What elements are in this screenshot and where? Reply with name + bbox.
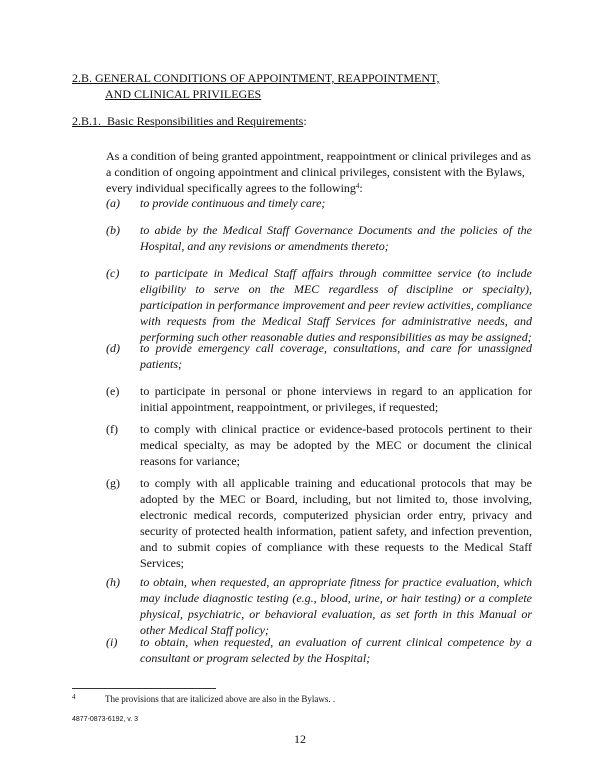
- intro-colon: :: [359, 181, 363, 195]
- list-item-i: [106, 634, 532, 666]
- list-item-text: to abide by the Medical Staff Governance Documents and the policies of the Hospital, and any revisions or amendments thereto;: [140, 223, 532, 253]
- list-item-text: to comply with all applicable training and educational protocols that may be adopted by the MEC or Board, including, but not limited to, those involving, electronic medical records, computerized physician order entry, privacy and security of protected health information, patient safety, and infection prevention, and to submit copies of compliance with these requests to the Medical Staff Services;: [140, 476, 532, 570]
- subsection-number: 2.B.1.: [72, 114, 102, 128]
- subsection-colon: :: [303, 114, 307, 128]
- subsection-heading: [72, 113, 307, 129]
- section-heading-line-2: AND CLINICAL PRIVILEGES: [105, 87, 262, 101]
- list-item-label: (b): [106, 223, 120, 237]
- section-heading-line-1: 2.B. GENERAL CONDITIONS OF APPOINTMENT, REAPPOINTMENT,: [72, 71, 440, 85]
- footnote-mark: 4: [72, 693, 76, 701]
- list-item-text: to provide continuous and timely care;: [140, 196, 326, 210]
- list-item-label: (f): [106, 422, 118, 436]
- list-item-text: to participate in Medical Staff affairs through committee service (to include eligibility to serve on the MEC regardless of discipline or specialty), participation in performance improvement and peer review activities, compliance with requests from the Medical Staff Services for administrative needs, and performing such other reasonable duties and responsibilities as may be assigned;: [140, 266, 533, 344]
- list-item-d: [106, 340, 532, 372]
- list-item-label: (g): [106, 476, 120, 490]
- list-item-label: (h): [106, 575, 120, 589]
- list-item-text: to obtain, when requested, an evaluation of current clinical competence by a consultant or program selected by the Hospital;: [140, 635, 532, 665]
- list-item-h: [106, 574, 532, 638]
- list-item-label: (i): [106, 635, 118, 649]
- list-item-text: to comply with clinical practice or evidence-based protocols pertinent to their medical specialty, as may be adopted by the MEC or document the clinical reasons for variance;: [140, 422, 532, 468]
- list-item-f: [106, 421, 532, 469]
- list-item-label: (e): [106, 384, 120, 398]
- list-item-e: [106, 383, 532, 415]
- footnote-text: The provisions that are italicized above are also in the Bylaws. .: [105, 694, 336, 704]
- list-item-label: (a): [106, 196, 120, 210]
- list-item-b: [106, 222, 532, 254]
- intro-paragraph: [106, 148, 532, 196]
- section-heading: [72, 70, 439, 102]
- intro-text: As a condition of being granted appointment, reappointment or clinical privileges and as a condition of ongoing appointment and clinical privileges, consistent with the Bylaws, every individual specifically agrees to the following: [106, 149, 531, 195]
- footnote: [72, 693, 532, 705]
- list-item-c: [106, 265, 532, 345]
- list-item-label: (d): [106, 341, 120, 355]
- list-item-label: (c): [106, 266, 120, 280]
- subsection-title: Basic Responsibilities and Requirements: [107, 114, 304, 128]
- list-item-g: [106, 475, 532, 571]
- page-number: 12: [294, 732, 306, 746]
- list-item-text: to participate in personal or phone interviews in regard to an application for initial appointment, reappointment, or privileges, if requested;: [140, 384, 532, 414]
- list-item-text: to obtain, when requested, an appropriate fitness for practice evaluation, which may include diagnostic testing (e.g., blood, urine, or hair testing) or a complete physical, psychiatric, or behavioral evaluation, as set forth in this Manual or other Medical Staff policy;: [140, 575, 532, 637]
- list-item-text: to provide emergency call coverage, consultations, and care for unassigned patients;: [140, 341, 532, 371]
- document-id: 4877-0873-6192, v. 3: [72, 716, 139, 723]
- list-item-a: [106, 195, 532, 211]
- footnote-reference: 4: [355, 182, 360, 190]
- footnote-divider: [72, 688, 216, 689]
